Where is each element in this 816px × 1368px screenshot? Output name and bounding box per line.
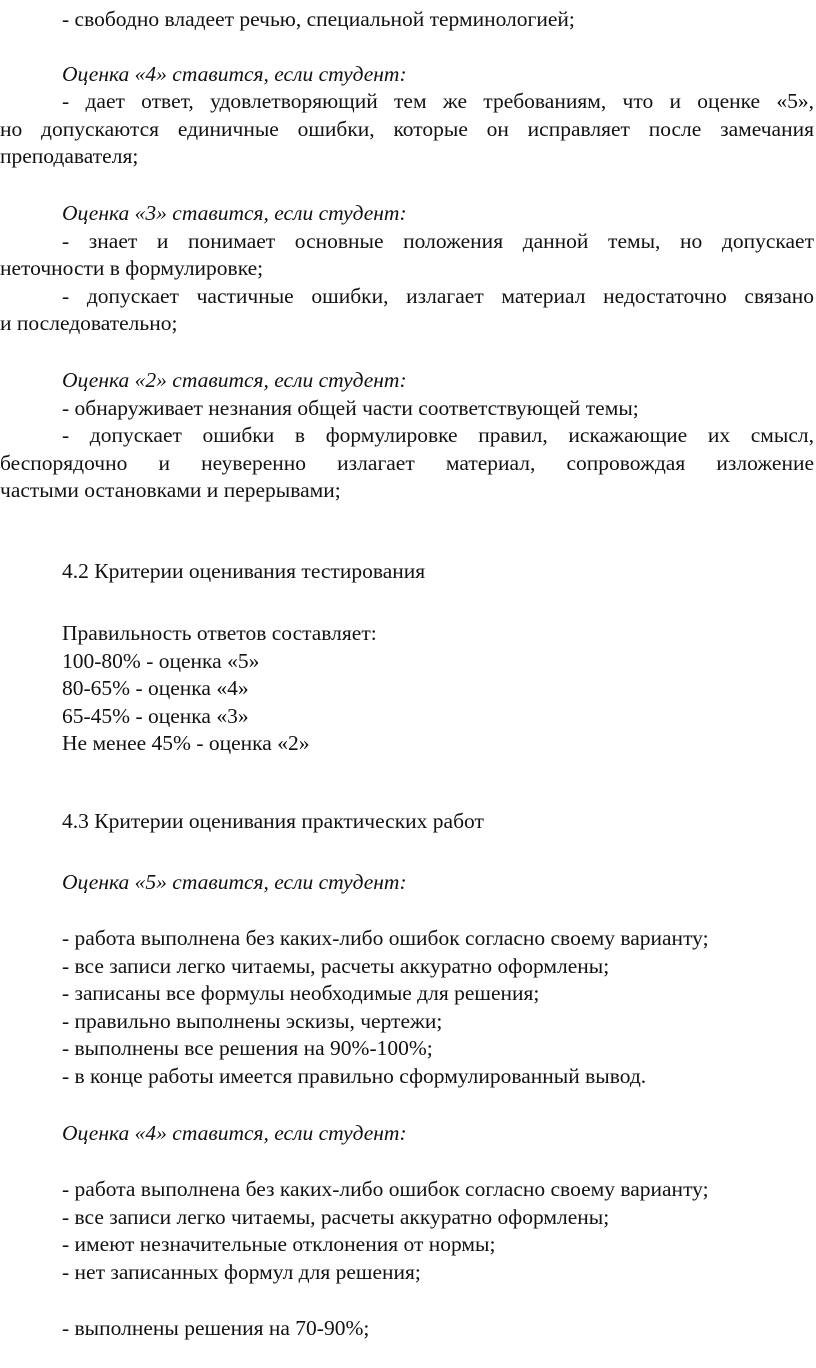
section-heading: 4.2 Критерии оценивания тестирования bbox=[62, 559, 426, 583]
text-line: - дает ответ, удовлетворяющий тем же требованиям, что и оценке «5», bbox=[62, 89, 814, 113]
text-line: - допускает ошибки в формулировке правил, искажающие их смысл, bbox=[62, 423, 814, 447]
text-line: - в конце работы имеется правильно сформулированный вывод. bbox=[62, 1064, 647, 1088]
text-line: Правильность ответов составляет: bbox=[62, 621, 377, 645]
section-heading: 4.3 Критерии оценивания практических работ bbox=[62, 809, 484, 833]
grade-heading: Оценка «4» ставится, если студент: bbox=[62, 62, 407, 86]
text-line: - выполнены решения на 70-90%; bbox=[62, 1316, 370, 1340]
grade-heading: Оценка «3» ставится, если студент: bbox=[62, 201, 407, 225]
text-line: - свободно владеет речью, специальной терминологией; bbox=[62, 7, 575, 31]
text-line: частыми остановками и перерывами; bbox=[0, 478, 341, 502]
text-line: - все записи легко читаемы, расчеты аккуратно оформлены; bbox=[62, 954, 610, 978]
text-line: преподавателя; bbox=[0, 144, 139, 168]
text-line: - нет записанных формул для решения; bbox=[62, 1260, 421, 1284]
text-line: и последовательно; bbox=[0, 311, 178, 335]
text-line: - имеют незначительные отклонения от нормы; bbox=[62, 1232, 496, 1256]
score-line: 80-65% - оценка «4» bbox=[62, 676, 249, 700]
text-line: - выполнены все решения на 90%-100%; bbox=[62, 1036, 433, 1060]
text-line: - записаны все формулы необходимые для решения; bbox=[62, 981, 540, 1005]
text-line: неточности в формулировке; bbox=[0, 256, 264, 280]
text-line: но допускаются единичные ошибки, которые он исправляет после замечания bbox=[0, 117, 814, 141]
text-line: - работа выполнена без каких-либо ошибок согласно своему варианту; bbox=[62, 1177, 709, 1201]
text-line: - все записи легко читаемы, расчеты аккуратно оформлены; bbox=[62, 1205, 610, 1229]
score-line: Не менее 45% - оценка «2» bbox=[62, 731, 310, 755]
text-line: - допускает частичные ошибки, излагает материал недостаточно связано bbox=[62, 284, 814, 308]
text-line: - знает и понимает основные положения данной темы, но допускает bbox=[62, 229, 814, 253]
text-line: - обнаруживает незнания общей части соответствующей темы; bbox=[62, 396, 639, 420]
text-line: - правильно выполнены эскизы, чертежи; bbox=[62, 1009, 443, 1033]
score-line: 65-45% - оценка «3» bbox=[62, 704, 249, 728]
text-line: - работа выполнена без каких-либо ошибок согласно своему варианту; bbox=[62, 926, 709, 950]
score-line: 100-80% - оценка «5» bbox=[62, 649, 260, 673]
grade-heading: Оценка «2» ставится, если студент: bbox=[62, 368, 407, 392]
grade-heading: Оценка «5» ставится, если студент: bbox=[62, 870, 407, 894]
grade-heading: Оценка «4» ставится, если студент: bbox=[62, 1121, 407, 1145]
text-line: беспорядочно и неуверенно излагает материал, сопровождая изложение bbox=[0, 451, 814, 475]
